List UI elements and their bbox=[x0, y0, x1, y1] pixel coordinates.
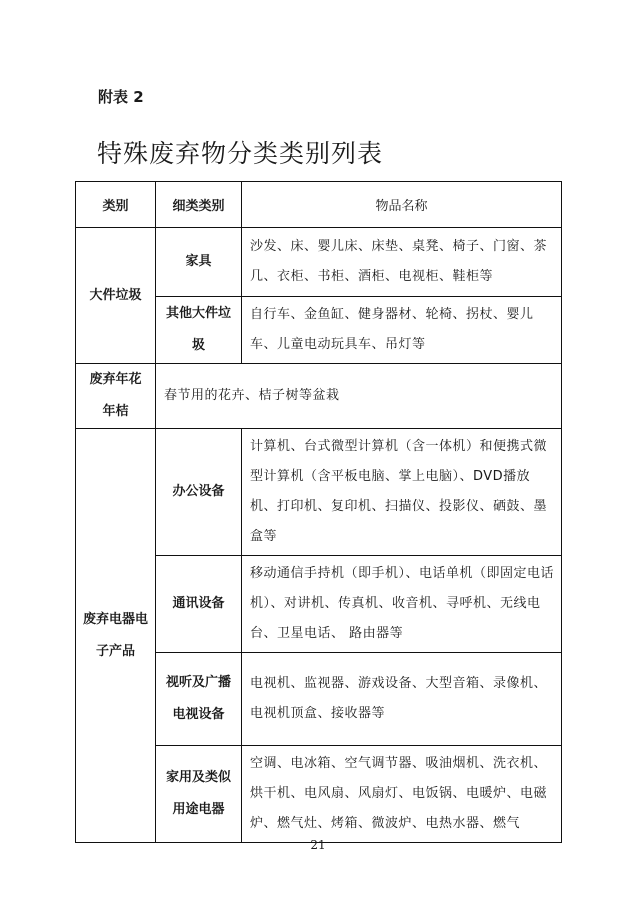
table-row bbox=[76, 364, 562, 429]
subcategory-cell: 家具 bbox=[156, 228, 242, 297]
table-row bbox=[76, 429, 562, 556]
page-number: 21 bbox=[310, 838, 326, 852]
subcategory-cell: 办公设备 bbox=[156, 429, 242, 556]
items-cell: 自行车、金鱼缸、健身器材、轮椅、拐杖、婴儿车、儿童电动玩具车、吊灯等 bbox=[242, 297, 562, 364]
header-category: 类别 bbox=[76, 182, 156, 228]
subcategory-cell: 家用及类似用途电器 bbox=[156, 746, 242, 843]
items-cell: 沙发、床、婴儿床、床垫、桌凳、椅子、门窗、茶几、衣柜、书柜、酒柜、电视柜、鞋柜等 bbox=[242, 228, 562, 297]
waste-classification-table bbox=[75, 181, 562, 843]
items-cell: 空调、电冰箱、空气调节器、吸油烟机、洗衣机、烘干机、电风扇、风扇灯、电饭锅、电暖炉、电磁炉、燃气灶、烤箱、微波炉、电热水器、燃气 bbox=[242, 746, 562, 843]
category-cell: 大件垃圾 bbox=[76, 228, 156, 364]
items-cell: 移动通信手持机（即手机）、电话单机（即固定电话机）、对讲机、传真机、收音机、寻呼机、无线电台、卫星电话、 路由器等 bbox=[242, 556, 562, 653]
category-cell: 废弃电器电子产品 bbox=[76, 429, 156, 843]
header-subcategory: 细类类别 bbox=[156, 182, 242, 228]
table-header-row bbox=[76, 182, 562, 228]
items-cell: 计算机、台式微型计算机（含一体机）和便携式微型计算机（含平板电脑、掌上电脑）、DVD播放机、打印机、复印机、扫描仪、投影仪、硒鼓、墨盒等 bbox=[242, 429, 562, 556]
attachment-label: 附表 2 bbox=[98, 88, 144, 106]
subcategory-cell: 其他大件垃圾 bbox=[156, 297, 242, 364]
category-cell: 废弃年花年桔 bbox=[76, 364, 156, 429]
header-item-names: 物品名称 bbox=[242, 182, 562, 228]
subcategory-cell: 通讯设备 bbox=[156, 556, 242, 653]
table-row bbox=[76, 228, 562, 297]
items-cell: 春节用的花卉、桔子树等盆栽 bbox=[156, 364, 562, 429]
items-cell: 电视机、监视器、游戏设备、大型音箱、录像机、电视机顶盒、接收器等 bbox=[242, 653, 562, 746]
page-title: 特殊废弃物分类类别列表 bbox=[97, 139, 384, 168]
subcategory-cell: 视听及广播电视设备 bbox=[156, 653, 242, 746]
